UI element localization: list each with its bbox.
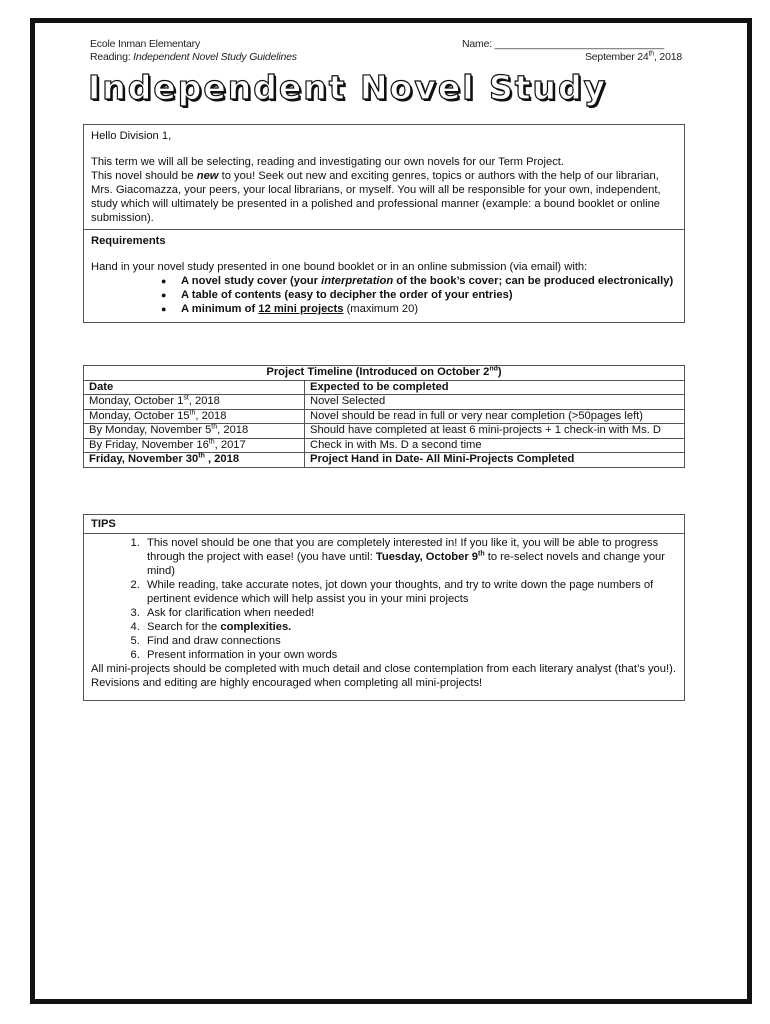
table-row [84,395,685,410]
page-title: Independent Novel Study [88,68,608,107]
timeline-table [83,365,685,468]
name-field-label: Name: ______________________________ [462,38,664,50]
subject-line [90,51,297,63]
intro-box [83,124,685,323]
row-expected: Novel Selected [305,395,685,410]
school-name: Ecole Inman Elementary [90,38,200,50]
tip-item: 5. Find and draw connections [143,634,677,648]
tips-list [91,536,677,662]
tips-closing: All mini-projects should be completed with much detail and close contemplation from each literary analyst (that’s you!). Revisions and editing are highly encouraged when completing all mini-projects! [91,663,676,689]
row-expected: Should have completed at least 6 mini-projects + 1 check-in with Ms. D [305,424,685,439]
col-header-date: Date [84,380,305,395]
requirement-minimum: ● A minimum of 12 mini projects (maximum 20) [161,302,677,316]
tips-body [84,533,684,700]
requirements-list [91,274,677,316]
row-date: Monday, October 15th, 2018 [84,409,305,424]
table-row [84,424,685,439]
requirements-lead: Hand in your novel study presented in one bound booklet or in an online submission (via email) with: [91,261,588,273]
row-expected: Check in with Ms. D a second time [305,438,685,453]
table-row [84,438,685,453]
row-date: By Friday, November 16th, 2017 [84,438,305,453]
tip-item: 1. This novel should be one that you are completely interested in! If you like it, you will be able to progress through the project with ease! (you have until: Tuesday, October 9th to re-select novels and change your mind) [143,536,677,578]
intro-paragraph-2: This novel should be new to you! Seek out new and exciting genres, topics or authors with the help of our librarian, Mrs. Giacomazza, your peers, your local librarians, or myself. You will all be responsible for your own, independent, study which will ultimately be presented in a polished and professional manner (example: a bound booklet or online submission). [91,170,661,224]
intro-section [84,125,684,229]
row-expected: Novel should be read in full or very near completion (>50pages left) [305,409,685,424]
tip-item: 6. Present information in your own words [143,648,677,662]
tips-heading: TIPS [91,518,116,530]
tip-item: 3. Ask for clarification when needed! [143,606,677,620]
timeline-box [83,365,685,468]
requirements-heading: Requirements [91,235,166,247]
requirement-cover: ● A novel study cover (your interpretation of the book’s cover; can be produced electronically) [161,274,677,288]
timeline-caption: Project Timeline (Introduced on October 2nd) [84,366,685,381]
table-row [84,409,685,424]
row-date: Friday, November 30th , 2018 [84,453,305,468]
tips-box [83,514,685,701]
tip-item: 2. While reading, take accurate notes, jot down your thoughts, and try to write down the page numbers of pertinent evidence which will help assist you in your mini projects [143,578,677,606]
tips-heading-cell [84,515,684,533]
intro-paragraph-1: This term we will all be selecting, reading and investigating our own novels for our Term Project. [91,156,564,168]
requirements-section [84,229,684,322]
row-date: By Monday, November 5th, 2018 [84,424,305,439]
row-expected: Project Hand in Date- All Mini-Projects Completed [305,453,685,468]
table-row [84,453,685,468]
tip-item: 4. Search for the complexities. [143,620,677,634]
header-date: September 24th, 2018 [584,50,682,63]
col-header-expected: Expected to be completed [305,380,685,395]
subject-title: Independent Novel Study Guidelines [133,51,297,63]
greeting: Hello Division 1, [91,130,172,142]
subject-label: Reading: [90,51,131,63]
row-date: Monday, October 1st, 2018 [84,395,305,410]
requirement-toc: ● A table of contents (easy to decipher the order of your entries) [161,288,677,302]
